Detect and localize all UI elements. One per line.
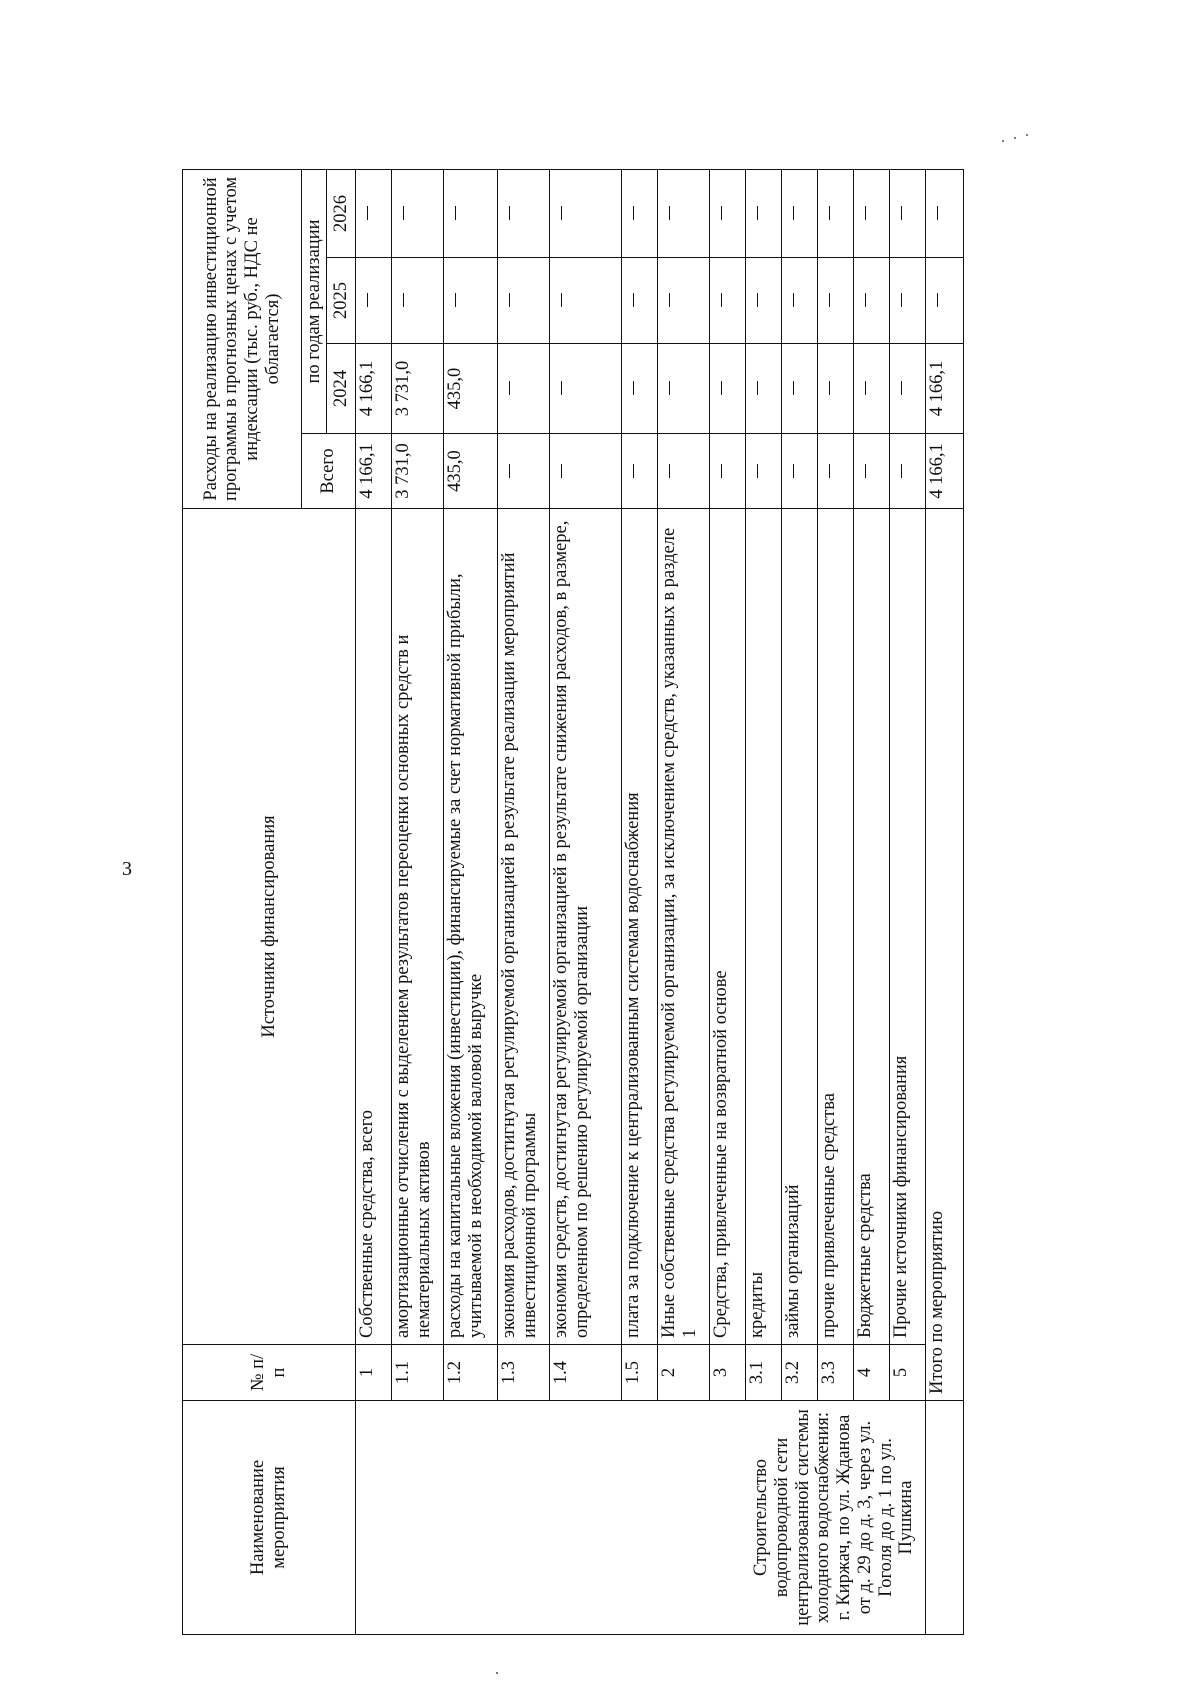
dash-mark: [633, 206, 634, 220]
value-2025: [710, 258, 746, 344]
value-2025: [444, 258, 498, 344]
value-2025: [782, 258, 818, 344]
row-number: 3: [710, 1345, 746, 1401]
dash-mark: [455, 206, 456, 220]
value-total: 435,0: [444, 434, 498, 509]
scan-dots: [1002, 134, 1030, 142]
value-2024: [498, 344, 550, 434]
value-2025: [890, 258, 926, 344]
value-total: [622, 434, 658, 509]
value-total: [550, 434, 622, 509]
row-number: 1.3: [498, 1345, 550, 1401]
funding-source: займы организаций: [782, 509, 818, 1345]
dash-mark: [721, 464, 722, 478]
funding-source: Иные собственные средства регулируемой организации, за исключением средств, указанных в разделе 1: [658, 509, 710, 1345]
row-number: 5: [890, 1345, 926, 1401]
row-number: 3.3: [818, 1345, 854, 1401]
value-total: [710, 434, 746, 509]
value-2024: [818, 344, 854, 434]
row-number: 1: [356, 1345, 392, 1401]
dash-mark: [561, 464, 562, 478]
value-2026: [658, 169, 710, 257]
dash-mark: [669, 206, 670, 220]
dash-mark: [793, 294, 794, 308]
value-2024: [854, 344, 890, 434]
dash-mark: [509, 382, 510, 396]
table-row: [356, 169, 392, 1634]
funding-source: расходы на капитальные вложения (инвестиции), финансируемые за счет нормативной прибыли, учитываемой в необходимой валовой выручке: [444, 509, 498, 1345]
value-2025: [550, 258, 622, 344]
dash-mark: [901, 206, 902, 220]
dash-mark: [937, 206, 938, 220]
value-2026: [622, 169, 658, 257]
dash-mark: [669, 464, 670, 478]
dash-mark: [561, 382, 562, 396]
row-number: 1.5: [622, 1345, 658, 1401]
value-total: 4 166,1: [356, 434, 392, 509]
value-2024: 3 731,0: [392, 344, 444, 434]
value-2025: [622, 258, 658, 344]
value-2026: [782, 169, 818, 257]
value-total: [658, 434, 710, 509]
value-2024: [710, 344, 746, 434]
value-2024: [890, 344, 926, 434]
dash-mark: [829, 382, 830, 396]
scan-speck: [496, 1672, 498, 1674]
value-total: 3 731,0: [392, 434, 444, 509]
value-2024: [658, 344, 710, 434]
value-2025: [392, 258, 444, 344]
financing-table-rotated: [182, 170, 1200, 1635]
header-year-2026: 2026: [327, 169, 356, 257]
dash-mark: [829, 294, 830, 308]
dash-mark: [633, 464, 634, 478]
dash-mark: [757, 206, 758, 220]
dash-mark: [793, 464, 794, 478]
dash-mark: [757, 294, 758, 308]
funding-source: экономия расходов, достигнутая регулируемой организацией в результате реализации мероприятий инвестиционной программы: [498, 509, 550, 1345]
value-2026: [444, 169, 498, 257]
value-2025: [746, 258, 782, 344]
value-2026: [746, 169, 782, 257]
value-2026: [392, 169, 444, 257]
header-expenses: Расходы на реализацию инвестиционной программы в прогнозных ценах с учетом индексации (тыс. руб., НДС не облагается): [183, 169, 302, 508]
value-2026: [890, 169, 926, 257]
dash-mark: [509, 464, 510, 478]
dash-mark: [367, 206, 368, 220]
row-number: 1.2: [444, 1345, 498, 1401]
value-2024: 4 166,1: [356, 344, 392, 434]
value-2026: [498, 169, 550, 257]
dash-mark: [633, 294, 634, 308]
header-event-name: Наименование мероприятия: [183, 1401, 356, 1635]
value-2025: [818, 258, 854, 344]
row-number: 1.4: [550, 1345, 622, 1401]
value-total: [818, 434, 854, 509]
funding-source: кредиты: [746, 509, 782, 1345]
dash-mark: [757, 464, 758, 478]
dash-mark: [669, 294, 670, 308]
dash-mark: [455, 294, 456, 308]
header-total: Всего: [302, 434, 356, 509]
dash-mark: [403, 294, 404, 308]
value-2024: [746, 344, 782, 434]
header-by-years: по годам реализации: [302, 169, 327, 433]
value-2024: [550, 344, 622, 434]
dash-mark: [561, 206, 562, 220]
value-2026: [818, 169, 854, 257]
dash-mark: [367, 294, 368, 308]
dash-mark: [721, 294, 722, 308]
value-total: [854, 434, 890, 509]
funding-source: экономия средств, достигнутая регулируемой организацией в результате снижения расходов, в размере, определенном по решению регулируемой организации: [550, 509, 622, 1345]
row-number: 3.1: [746, 1345, 782, 1401]
funding-source: Собственные средства, всего: [356, 509, 392, 1345]
dash-mark: [901, 294, 902, 308]
value-total: [782, 434, 818, 509]
dash-mark: [757, 382, 758, 396]
header-row-number: № п/п: [183, 1345, 356, 1401]
row-number: 2: [658, 1345, 710, 1401]
dash-mark: [901, 382, 902, 396]
dash-mark: [829, 464, 830, 478]
dash-mark: [865, 382, 866, 396]
value-total: [746, 434, 782, 509]
value-total: [498, 434, 550, 509]
value-2024: 4 166,1: [926, 344, 964, 434]
value-2026: [854, 169, 890, 257]
dash-mark: [865, 464, 866, 478]
page-number: 3: [122, 858, 132, 880]
dash-mark: [633, 382, 634, 396]
dash-mark: [829, 206, 830, 220]
dash-mark: [793, 382, 794, 396]
value-2025: [854, 258, 890, 344]
header-sources: Источники финансирования: [183, 509, 356, 1345]
value-2026: [710, 169, 746, 257]
dash-mark: [865, 294, 866, 308]
funding-source: Прочие источники финансирования: [890, 509, 926, 1345]
financing-sources-table: [182, 169, 964, 1635]
total-row: [926, 169, 964, 1634]
row-number: 3.2: [782, 1345, 818, 1401]
value-2024: [622, 344, 658, 434]
dash-mark: [669, 382, 670, 396]
total-label: Итого по мероприятию: [926, 509, 964, 1401]
value-2024: 435,0: [444, 344, 498, 434]
value-2025: [658, 258, 710, 344]
value-2024: [782, 344, 818, 434]
row-number: 4: [854, 1345, 890, 1401]
header-year-2024: 2024: [327, 344, 356, 434]
value-2025: [926, 258, 964, 344]
funding-source: Бюджетные средства: [854, 509, 890, 1345]
dash-mark: [721, 382, 722, 396]
dash-mark: [901, 464, 902, 478]
dash-mark: [865, 206, 866, 220]
dash-mark: [793, 206, 794, 220]
row-number: 1.1: [392, 1345, 444, 1401]
event-name: Строительство водопроводной сети централизованной системы холодного водоснабжения: г. Киржач, по ул. Жданова от д. 29 до д. 3, через ул. Гоголя до д. 1 по ул. Пушкина: [356, 1401, 926, 1635]
funding-source: Средства, привлеченные на возвратной основе: [710, 509, 746, 1345]
dash-mark: [937, 294, 938, 308]
funding-source: амортизационные отчисления с выделением результатов переоценки основных средств и нематериальных активов: [392, 509, 444, 1345]
value-2025: [356, 258, 392, 344]
value-total: [890, 434, 926, 509]
funding-source: плата за подключение к централизованным системам водоснабжения: [622, 509, 658, 1345]
value-2026: [356, 169, 392, 257]
dash-mark: [509, 206, 510, 220]
dash-mark: [509, 294, 510, 308]
value-total: 4 166,1: [926, 434, 964, 509]
header-year-2025: 2025: [327, 258, 356, 344]
value-2025: [498, 258, 550, 344]
value-2026: [926, 169, 964, 257]
total-row-blank-cell: [926, 1401, 964, 1635]
dash-mark: [403, 206, 404, 220]
dash-mark: [721, 206, 722, 220]
value-2026: [550, 169, 622, 257]
dash-mark: [561, 294, 562, 308]
funding-source: прочие привлеченные средства: [818, 509, 854, 1345]
